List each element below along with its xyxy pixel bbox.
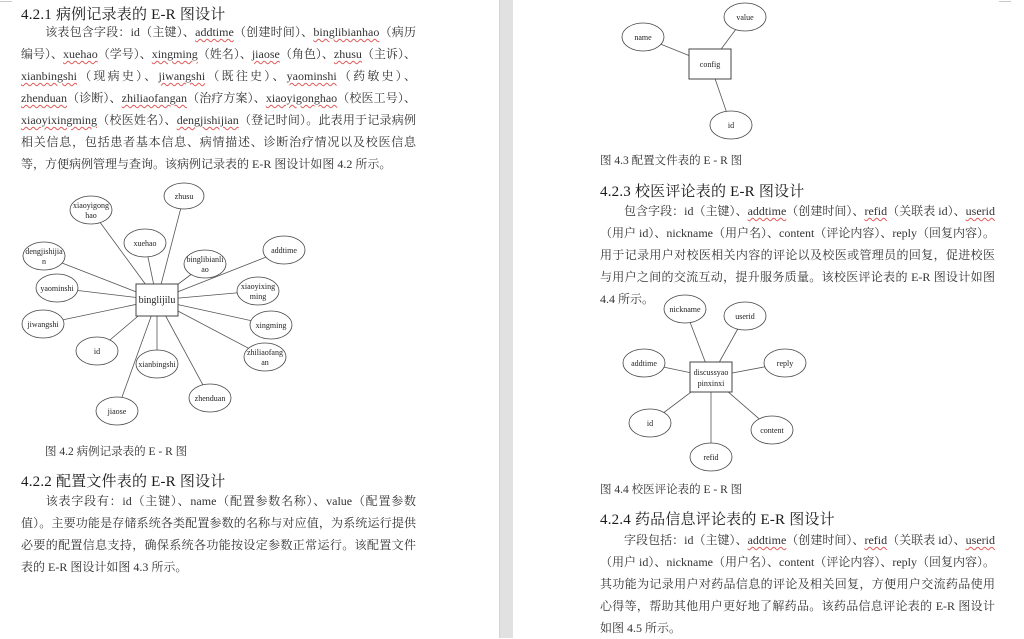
field-name-underlined: binglibianhao [313,25,380,39]
er-attribute-reply [764,349,806,377]
field-name-underlined: zhusu [333,47,362,61]
paragraph-text: （用户 id）、nickname（用户名）、content（评论内容）、reply（回复内容）。用于记录用户对校医相关内容的评论以及校医或管理员的回复，促进校医与用户之间的交流互动，提升服务质量。该校医评论表的 E-R 图设计如图 4.4 所示。 [600,226,995,306]
paragraph-text: （创建时间）、 [786,204,865,218]
svg-text:dengjishijia: dengjishijia [25,247,63,256]
paragraph-text: （校医工号）、 [337,91,416,105]
field-name-underlined: refid [864,533,888,547]
field-name-underlined: dengjishijian [176,113,239,127]
svg-text:reply: reply [776,359,794,368]
svg-text:n: n [42,257,46,266]
paragraph-text: （主诉）、 [361,47,416,61]
svg-text:id: id [727,121,735,130]
svg-text:userid: userid [735,312,755,321]
paragraph-text: 字段包括：id（主键）、 [624,533,748,547]
svg-text:content: content [760,426,784,435]
field-name-underlined: xiaoyigonghao [265,91,338,105]
svg-text:xianbingshi: xianbingshi [138,360,176,369]
paragraph-text: （现病史）、 [77,69,159,83]
section-heading-4-2-3: 4.2.3 校医评论表的 E-R 图设计 [600,184,805,200]
field-name-underlined: addtime [747,204,787,218]
svg-text:addtime: addtime [631,359,657,368]
section-paragraph-4-2-2 [21,490,416,578]
svg-text:ming: ming [249,292,267,301]
paragraph-text: 该表包含字段：id（主键）、 [45,25,196,39]
svg-text:an: an [261,358,269,367]
paragraph-text: （药敏史）、 [336,69,416,83]
field-name-underlined: zhenduan [21,91,67,105]
er-attribute-content [751,416,793,444]
svg-text:id: id [93,347,101,356]
svg-text:config: config [699,60,721,69]
field-name-underlined: addtime [195,25,234,39]
field-name-underlined: zhiliaofangan [121,91,187,105]
svg-text:refid: refid [703,453,719,462]
svg-text:nickname: nickname [669,305,701,314]
svg-text:jiaose: jiaose [107,407,127,416]
field-name-underlined: xingming [151,47,198,61]
paragraph-text: （校医姓名）、 [97,113,177,127]
paragraph-text: （用户 id）、nickname（用户名）、content（评论内容）、reply（回复内容）。其功能为记录用户对药品信息的评论及相关回复，方便用户交流药品使用心得等，帮助其他用户更好地了解药品。该药品信息评论表的 E-R 图设计如图 4.5 所示。 [600,555,995,635]
section-heading-4-2-1: 4.2.1 病例记录表的 E-R 图设计 [21,7,226,23]
field-name-underlined: xianbingshi [21,69,77,83]
paragraph-text: （关联表 id）、 [887,533,966,547]
paragraph-text: （病历编号）、 [21,25,416,61]
svg-text:addtime: addtime [271,246,297,255]
svg-text:binglijilu: binglijilu [138,295,176,306]
paragraph-text: （登记时间）。此表用于记录病例相关信息，包括患者基本信息、病情描述、诊断治疗情况以及校医信息等，方便病例管理与查询。该病例记录表的 E-R 图设计如图 4.2 所示。 [21,113,416,171]
figure-caption-4-2: 图 4.2 病例记录表的 E - R 图 [45,446,188,458]
field-name-underlined: jiaose [251,47,280,61]
er-attribute-addtime [623,349,665,377]
svg-text:discussyao: discussyao [693,368,729,377]
er-attribute-id [629,409,671,437]
er-attribute-refid [690,443,732,471]
svg-text:xiaoyigong: xiaoyigong [73,201,109,210]
paragraph-text: （关联表 id）、 [887,204,966,218]
field-name-underlined: userid [965,533,995,547]
svg-text:jiwangshi: jiwangshi [27,320,59,329]
svg-text:ao: ao [201,265,209,274]
svg-text:xuehao: xuehao [133,239,157,248]
svg-text:xingming: xingming [255,321,287,330]
section-heading-4-2-2: 4.2.2 配置文件表的 E-R 图设计 [21,474,226,490]
field-name-underlined: refid [864,204,888,218]
er-entity-discussyaopinxinxi [690,362,732,392]
field-name-underlined: userid [965,204,995,218]
field-name-underlined: jiwangshi [158,69,206,83]
svg-text:zhenduan: zhenduan [194,394,226,403]
paragraph-text: （创建时间）、 [786,533,865,547]
paragraph-text: 该表字段有：id（主键）、name（配置参数名称）、value（配置参数值）。主要功能是存储系统各类配置参数的名称与对应值，为系统运行提供必要的配置信息支持，确保系统各功能按设定参数正常运行。该配置文件表的 E-R 图设计如图 4.3 所示。 [21,494,416,574]
svg-text:binglibianli: binglibianli [186,255,224,264]
paragraph-text: 包含字段：id（主键）、 [624,204,748,218]
er-attribute-userid [724,302,766,330]
svg-text:zhusu: zhusu [174,192,194,201]
figure-caption-4-3: 图 4.3 配置文件表的 E - R 图 [600,155,743,167]
svg-text:yaominshi: yaominshi [40,284,74,293]
figure-caption-4-4: 图 4.4 校医评论表的 E - R 图 [600,484,743,496]
svg-text:value: value [736,13,754,22]
paragraph-text: （姓名）、 [197,47,252,61]
paragraph-text: （学号）、 [97,47,152,61]
field-name-underlined: xiaoyixingming [21,113,97,127]
paragraph-text: （诊断）、 [66,91,122,105]
svg-text:zhiliaofang: zhiliaofang [247,348,283,357]
field-name-underlined: yaominshi [286,69,337,83]
section-heading-4-2-4: 4.2.4 药品信息评论表的 E-R 图设计 [600,512,835,528]
field-name-underlined: xuehao [63,47,98,61]
svg-text:xiaoyixing: xiaoyixing [240,282,276,291]
paragraph-text: （创建时间）、 [233,25,314,39]
paragraph-text: （角色）、 [279,47,334,61]
field-name-underlined: addtime [747,533,787,547]
svg-text:name: name [634,33,652,42]
paragraph-text: （治疗方案）、 [186,91,266,105]
paragraph-text: （既往史）、 [205,69,287,83]
svg-text:pinxinxi: pinxinxi [697,379,725,388]
svg-text:id: id [646,419,654,428]
er-attribute-nickname [664,295,706,323]
section-paragraph-4-2-4 [600,529,995,639]
svg-text:hao: hao [85,211,97,220]
